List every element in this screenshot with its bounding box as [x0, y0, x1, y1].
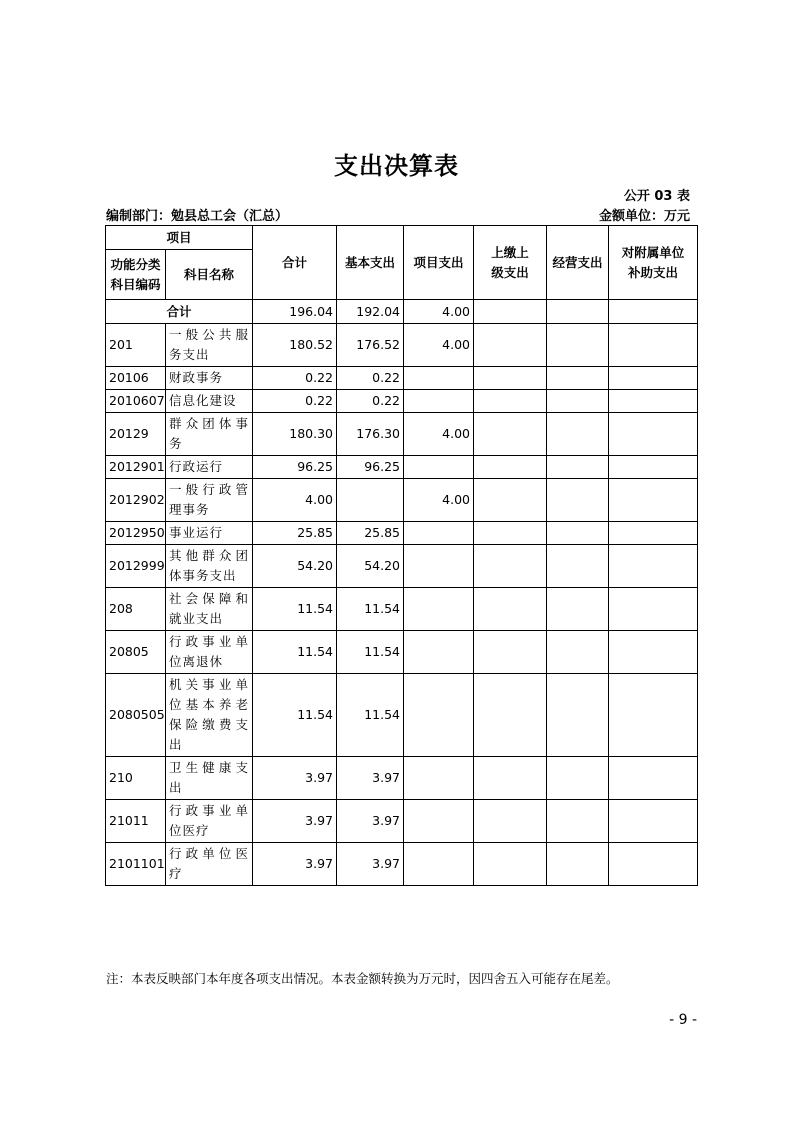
table-row	[106, 631, 698, 674]
row-project	[404, 456, 474, 479]
row-project	[404, 631, 474, 674]
table-row	[106, 545, 698, 588]
row-total: 54.20	[253, 545, 337, 588]
row-basic: 96.25	[337, 456, 404, 479]
row-total: 4.00	[253, 479, 337, 522]
row-code: 2012902	[106, 479, 166, 522]
row-code: 2010607	[106, 390, 166, 413]
row-subject-name: 行政单位医疗	[166, 843, 253, 886]
row-basic: 11.54	[337, 674, 404, 757]
row-business	[547, 800, 609, 843]
row-upper	[474, 631, 547, 674]
total-business	[547, 300, 609, 324]
row-subsidy	[609, 800, 698, 843]
table-row	[106, 324, 698, 367]
row-upper	[474, 800, 547, 843]
row-subsidy	[609, 456, 698, 479]
header-business: 经营支出	[547, 226, 609, 300]
total-upper	[474, 300, 547, 324]
header-basic: 基本支出	[337, 226, 404, 300]
header-item: 项目	[106, 226, 253, 250]
row-upper	[474, 413, 547, 456]
table-row	[106, 522, 698, 545]
row-business	[547, 522, 609, 545]
row-total: 3.97	[253, 843, 337, 886]
row-subsidy	[609, 843, 698, 886]
total-total: 196.04	[253, 300, 337, 324]
row-subsidy	[609, 367, 698, 390]
row-business	[547, 631, 609, 674]
row-code: 20805	[106, 631, 166, 674]
row-basic: 11.54	[337, 631, 404, 674]
row-project	[404, 522, 474, 545]
row-subject-name: 行政事业单位离退休	[166, 631, 253, 674]
row-upper	[474, 367, 547, 390]
row-code: 210	[106, 757, 166, 800]
compiling-department: 编制部门：勉县总工会（汇总）	[106, 209, 289, 224]
row-total: 11.54	[253, 631, 337, 674]
row-code: 2012950	[106, 522, 166, 545]
row-basic: 3.97	[337, 800, 404, 843]
row-business	[547, 843, 609, 886]
table-row	[106, 588, 698, 631]
page-title: 支出决算表	[334, 152, 459, 180]
row-subject-name: 机关事业单位基本养老保险缴费支出	[166, 674, 253, 757]
header-func-code: 功能分类科目编码	[106, 250, 166, 300]
table-row	[106, 367, 698, 390]
row-business	[547, 479, 609, 522]
row-subject-name: 财政事务	[166, 367, 253, 390]
row-basic: 11.54	[337, 588, 404, 631]
row-upper	[474, 674, 547, 757]
row-total: 180.52	[253, 324, 337, 367]
row-subject-name: 一般公共服务支出	[166, 324, 253, 367]
row-upper	[474, 522, 547, 545]
row-subject-name: 事业运行	[166, 522, 253, 545]
row-basic	[337, 479, 404, 522]
row-upper	[474, 456, 547, 479]
row-total: 11.54	[253, 674, 337, 757]
row-code: 2012901	[106, 456, 166, 479]
page-number: - 9 -	[669, 1012, 697, 1028]
row-subject-name: 社会保障和就业支出	[166, 588, 253, 631]
row-project	[404, 588, 474, 631]
form-number: 公开 03 表	[623, 189, 690, 204]
row-business	[547, 757, 609, 800]
header-subject-name: 科目名称	[166, 250, 253, 300]
row-subsidy	[609, 674, 698, 757]
row-subsidy	[609, 413, 698, 456]
total-row	[106, 300, 698, 324]
row-code: 2012999	[106, 545, 166, 588]
row-total: 25.85	[253, 522, 337, 545]
row-subject-name: 行政事业单位医疗	[166, 800, 253, 843]
header-subsidy: 对附属单位补助支出	[609, 226, 698, 300]
row-project: 4.00	[404, 324, 474, 367]
row-project: 4.00	[404, 479, 474, 522]
row-upper	[474, 390, 547, 413]
row-basic: 176.52	[337, 324, 404, 367]
row-project	[404, 800, 474, 843]
row-total: 0.22	[253, 367, 337, 390]
row-project	[404, 367, 474, 390]
row-business	[547, 390, 609, 413]
amount-unit: 金额单位：万元	[598, 209, 690, 224]
row-code: 20129	[106, 413, 166, 456]
row-subsidy	[609, 324, 698, 367]
table-row	[106, 390, 698, 413]
row-upper	[474, 324, 547, 367]
row-business	[547, 674, 609, 757]
row-code: 2080505	[106, 674, 166, 757]
row-code: 201	[106, 324, 166, 367]
row-basic: 3.97	[337, 843, 404, 886]
header-project: 项目支出	[404, 226, 474, 300]
row-basic: 54.20	[337, 545, 404, 588]
table-row	[106, 413, 698, 456]
row-business	[547, 413, 609, 456]
row-total: 3.97	[253, 800, 337, 843]
row-subject-name: 行政运行	[166, 456, 253, 479]
row-subject-name: 卫生健康支出	[166, 757, 253, 800]
total-basic: 192.04	[337, 300, 404, 324]
row-business	[547, 324, 609, 367]
row-project	[404, 674, 474, 757]
row-basic: 176.30	[337, 413, 404, 456]
row-project	[404, 545, 474, 588]
row-business	[547, 545, 609, 588]
row-total: 3.97	[253, 757, 337, 800]
row-basic: 25.85	[337, 522, 404, 545]
row-subsidy	[609, 588, 698, 631]
table-row	[106, 843, 698, 886]
row-upper	[474, 588, 547, 631]
table-row	[106, 757, 698, 800]
row-project	[404, 757, 474, 800]
row-subsidy	[609, 522, 698, 545]
table-row	[106, 456, 698, 479]
row-total: 180.30	[253, 413, 337, 456]
row-subject-name: 其他群众团体事务支出	[166, 545, 253, 588]
row-subsidy	[609, 631, 698, 674]
row-total: 11.54	[253, 588, 337, 631]
row-project	[404, 390, 474, 413]
row-code: 21011	[106, 800, 166, 843]
row-subsidy	[609, 479, 698, 522]
header-total: 合计	[253, 226, 337, 300]
row-code: 20106	[106, 367, 166, 390]
row-business	[547, 456, 609, 479]
expenditure-table	[105, 225, 698, 886]
row-basic: 0.22	[337, 390, 404, 413]
total-label: 合计	[106, 300, 253, 324]
row-upper	[474, 479, 547, 522]
row-project	[404, 843, 474, 886]
row-upper	[474, 843, 547, 886]
row-subsidy	[609, 545, 698, 588]
total-project: 4.00	[404, 300, 474, 324]
table-note: 注：本表反映部门本年度各项支出情况。本表金额转换为万元时，因四舍五入可能存在尾差。	[106, 971, 619, 986]
table-row	[106, 479, 698, 522]
row-code: 2101101	[106, 843, 166, 886]
row-subsidy	[609, 390, 698, 413]
row-business	[547, 367, 609, 390]
table-row	[106, 674, 698, 757]
header-upper: 上缴上级支出	[474, 226, 547, 300]
table-row	[106, 800, 698, 843]
row-total: 96.25	[253, 456, 337, 479]
row-code: 208	[106, 588, 166, 631]
row-subject-name: 信息化建设	[166, 390, 253, 413]
row-subsidy	[609, 757, 698, 800]
row-upper	[474, 757, 547, 800]
row-project: 4.00	[404, 413, 474, 456]
row-basic: 0.22	[337, 367, 404, 390]
row-subject-name: 一般行政管理事务	[166, 479, 253, 522]
row-total: 0.22	[253, 390, 337, 413]
row-business	[547, 588, 609, 631]
row-subject-name: 群众团体事务	[166, 413, 253, 456]
row-basic: 3.97	[337, 757, 404, 800]
row-upper	[474, 545, 547, 588]
total-subsidy	[609, 300, 698, 324]
